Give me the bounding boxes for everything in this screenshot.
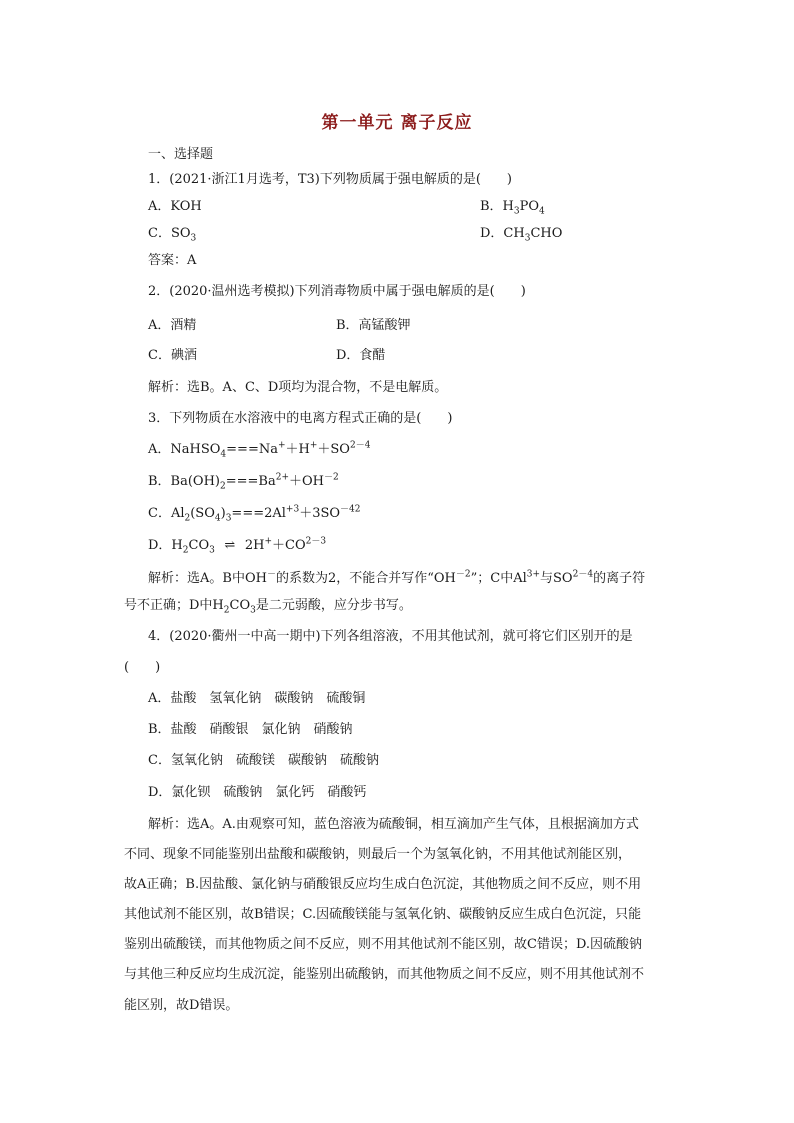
question-4-option-a: A．盐酸 氢氧化钠 碳酸钠 硫酸铜: [148, 691, 366, 706]
question-4-analysis-line: 不同、现象不同能鉴别出盐酸和碳酸钠，则最后一个为氢氧化钠，不用其他试剂能区别，: [124, 847, 632, 862]
question-4-analysis-line: 鉴别出硫酸镁，而其他物质之间不反应，则不用其他试剂不能区别，故C错误；D.因硫酸钠: [124, 937, 643, 952]
question-4-stem: 4．(2020·衢州一中高一期中)下列各组溶液，不用其他试剂，就可将它们区别开的是: [148, 629, 633, 644]
question-1-option-c: C．$SO_3$: [148, 226, 197, 244]
question-4-option-c: C．氢氧化钠 硫酸镁 碳酸钠 硫酸钠: [148, 753, 379, 768]
question-1-option-d: D．$CH_3CHO$: [480, 226, 563, 244]
question-2-option-b: B．高锰酸钾: [336, 318, 411, 333]
question-1-answer: 答案：A: [148, 253, 197, 268]
question-4-analysis-line: 解析：选A。A.由观察可知，蓝色溶液为硫酸铜，相互滴加产生气体，且根据滴加方式: [148, 817, 639, 832]
question-3-option-a: A．$NaHSO_4===Na^++H^++SO^{2-4}$: [148, 440, 371, 460]
question-4-stem-blank: ( ): [124, 660, 161, 675]
question-2-option-c: C．碘酒: [148, 348, 197, 363]
question-3-analysis-line-1: 解析：选A。B中OH－的系数为2，不能合并写作“$OH^{-2}$”；C中$Al^{3+}$与$SO^{2-4}$的离子符: [148, 569, 646, 586]
question-4-analysis-line: 能区别，故D错误。: [124, 998, 239, 1013]
question-4-option-d: D．氯化钡 硫酸钠 氯化钙 硝酸钙: [148, 785, 367, 800]
question-4-analysis-line: 故A正确；B.因盐酸、氯化钠与硝酸银反应均生成白色沉淀，其他物质之间不反应，则不用: [124, 877, 642, 892]
question-2-option-a: A．酒精: [148, 318, 197, 333]
section-heading: 一、选择题: [148, 147, 214, 162]
question-2-option-d: D．食醋: [336, 348, 386, 363]
question-2-stem: 2．(2020·温州选考模拟)下列消毒物质中属于强电解质的是( ): [148, 284, 526, 299]
question-4-analysis-line: 其他试剂不能区别，故B错误；C.因硫酸镁能与氢氧化钠、碳酸钠反应生成白色沉淀，只能: [124, 907, 642, 922]
question-3-option-b: B．$Ba(OH)_2===Ba^{2+}+OH^{-2}$: [148, 472, 339, 492]
question-1-stem: 1．(2021·浙江1月选考，T3)下列物质属于强电解质的是( ): [148, 172, 512, 187]
question-2-analysis: 解析：选B。A、C、D项均为混合物，不是电解质。: [148, 380, 448, 395]
question-3-option-d: D．$H_2CO_3$ ⇌ $2H^++CO^{2-3}$: [148, 536, 327, 556]
question-3-option-c: C．$Al_2(SO_4)_3===2Al^{+3}+3SO^{-42}$: [148, 504, 361, 524]
question-1-option-b: B．$H_3PO_4$: [480, 199, 545, 217]
ionization-arrow: ⇌: [224, 538, 236, 553]
question-3-analysis-line-2: 号不正确；D中$H_2CO_3$是二元弱酸，应分步书写。: [124, 598, 412, 616]
question-4-option-b: B．盐酸 硝酸银 氯化钠 硝酸钠: [148, 722, 353, 737]
question-1-option-a: A．KOH: [148, 199, 202, 214]
question-3-stem: 3．下列物质在水溶液中的电离方程式正确的是( ): [148, 411, 453, 426]
page-title: 第一单元 离子反应: [321, 113, 473, 133]
question-4-analysis-line: 与其他三种反应均生成沉淀，能鉴别出硫酸钠，而其他物质之间不反应，则不用其他试剂不: [124, 967, 645, 982]
